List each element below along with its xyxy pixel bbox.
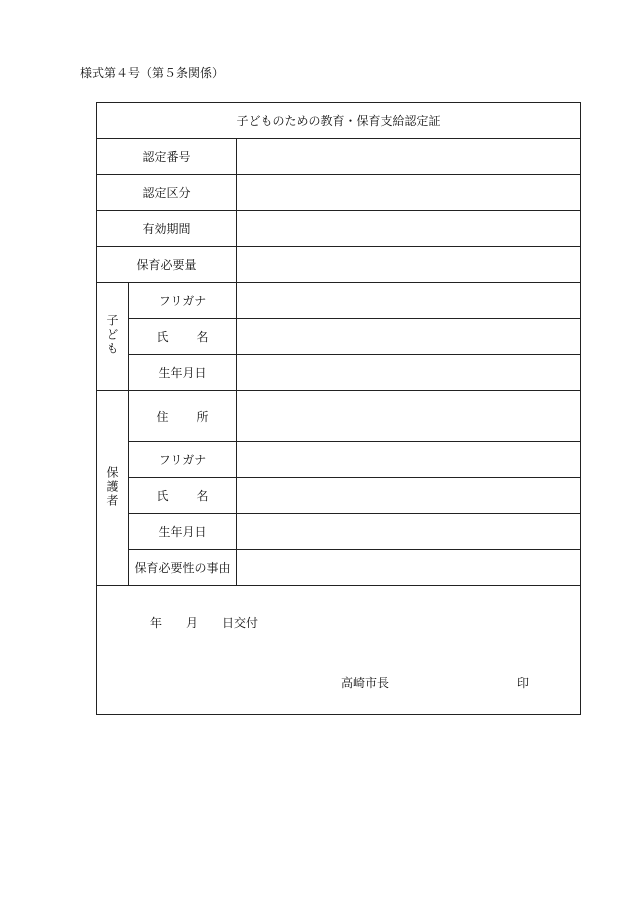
issue-date bbox=[150, 614, 258, 631]
child-group-cell bbox=[97, 283, 129, 391]
guardian-birthdate-field[interactable] bbox=[237, 514, 581, 550]
child-birthdate-label: 生年月日 bbox=[129, 355, 237, 391]
guardian-address-label-2: 所 bbox=[196, 409, 209, 424]
child-name-label-2: 名 bbox=[196, 330, 209, 344]
certificate-title: 子どものための教育・保育支給認定証 bbox=[97, 103, 581, 139]
child-furigana-label: フリガナ bbox=[129, 283, 237, 319]
guardian-address-label-1: 住 bbox=[156, 409, 169, 424]
seal-mark: 印 bbox=[517, 676, 530, 690]
issue-year-label: 年 bbox=[150, 616, 163, 630]
child-furigana-field[interactable] bbox=[237, 283, 581, 319]
cert-category-label: 認定区分 bbox=[97, 175, 237, 211]
cert-category-field[interactable] bbox=[237, 175, 581, 211]
guardian-name-label-1: 氏 bbox=[156, 489, 169, 503]
guardian-birthdate-label: 生年月日 bbox=[129, 514, 237, 550]
childcare-reason-field[interactable] bbox=[237, 550, 581, 586]
child-birthdate-field[interactable] bbox=[237, 355, 581, 391]
guardian-group-label: 保護者 bbox=[105, 465, 119, 508]
guardian-address-field[interactable] bbox=[237, 391, 581, 442]
issue-month-label: 月 bbox=[186, 616, 199, 630]
childcare-need-field[interactable] bbox=[237, 247, 581, 283]
valid-period-field[interactable] bbox=[237, 211, 581, 247]
guardian-address-label bbox=[129, 391, 237, 442]
guardian-name-label-2: 名 bbox=[196, 489, 209, 503]
valid-period-label: 有効期間 bbox=[97, 211, 237, 247]
issue-section bbox=[97, 586, 581, 715]
guardian-group-cell bbox=[97, 391, 129, 586]
childcare-reason-label: 保育必要性の事由 bbox=[129, 550, 237, 586]
cert-number-field[interactable] bbox=[237, 139, 581, 175]
childcare-need-label: 保育必要量 bbox=[97, 247, 237, 283]
guardian-name-field[interactable] bbox=[237, 478, 581, 514]
guardian-furigana-label: フリガナ bbox=[129, 442, 237, 478]
child-name-label-1: 氏 bbox=[156, 330, 169, 344]
cert-number-label: 認定番号 bbox=[97, 139, 237, 175]
guardian-name-label bbox=[129, 478, 237, 514]
form-number: 様式第４号（第５条関係） bbox=[80, 66, 225, 80]
issue-day-label: 日交付 bbox=[222, 616, 259, 630]
guardian-furigana-field[interactable] bbox=[237, 442, 581, 478]
certificate-table bbox=[96, 102, 581, 715]
child-name-label bbox=[129, 319, 237, 355]
child-group-label: 子ども bbox=[105, 314, 119, 356]
mayor-label: 高崎市長 bbox=[341, 676, 390, 690]
child-name-field[interactable] bbox=[237, 319, 581, 355]
